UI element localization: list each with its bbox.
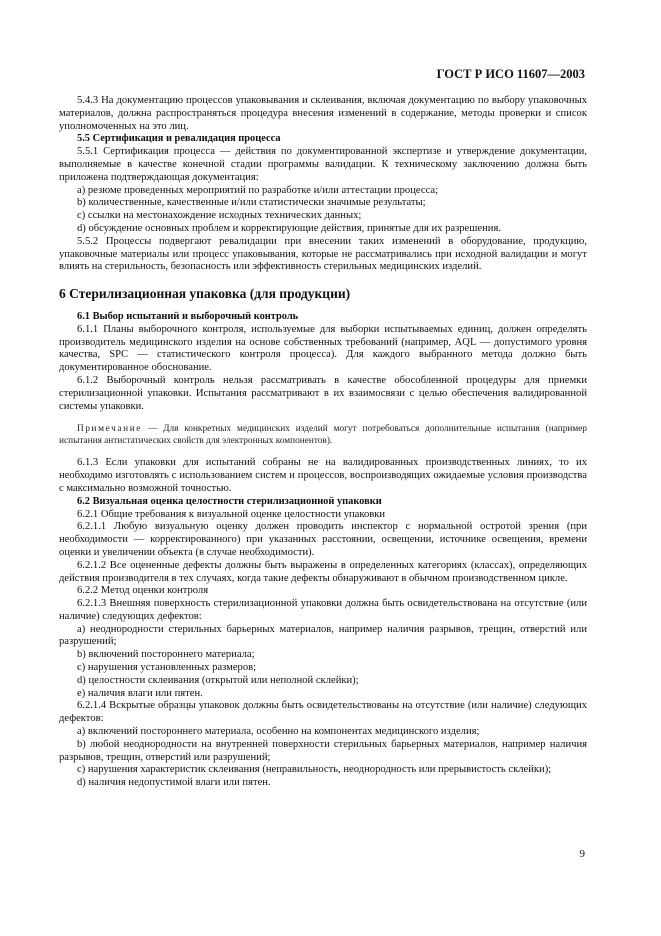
list-item: a) неоднородности стерильных барьерных материалов, например наличия разрывов, трещин, отверстий или разрушений; bbox=[59, 623, 587, 648]
paragraph: 5.4.3 На документацию процессов упаковывания и склеивания, включая документацию по выбору упаковочных материалов, должна распространяться процедура внесения изменений в содержание, методы проверки и список уполномоченных на это лиц. bbox=[59, 95, 587, 132]
list-item: c) нарушения характеристик склеивания (неправильность, неоднородность или прерывистость склейки); bbox=[77, 764, 552, 776]
document-header: ГОСТ Р ИСО 11607—2003 bbox=[436, 67, 585, 81]
note-text: — Для конкретных медицинских изделий могут потребоваться дополнительные испытания (например испытания антистатических свойств для электронных компонентов). bbox=[59, 424, 587, 447]
list-item: d) целостности склеивания (открытой или неполной склейки); bbox=[77, 674, 359, 686]
paragraph: 5.5.2 Процессы подвергают ревалидации при внесении таких изменений в оборудование, продукцию, упаковочные материалы или процесс упаковывания, которые не рассматривались при исходной валидации и могут влиять на стерильность, безопасность или эффективность стерильных медицинских изделий. bbox=[59, 235, 587, 273]
list-item: a) резюме проведенных мероприятий по разработке и/или аттестации процесса; bbox=[77, 184, 439, 196]
list-item: a) включений постороннего материала, особенно на компонентах медицинского изделия; bbox=[77, 726, 480, 738]
note-label: Примечание bbox=[77, 424, 142, 435]
paragraph: 6.1.1 Планы выборочного контроля, используемые для выборки испытываемых единиц, должен определять производитель медицинского изделия на основе собственных требований (например, AQL — допустимого уровня качества, SPC — статистического контроля процесса). Для каждого выбранного метода должно быть документированное обоснование. bbox=[59, 323, 587, 374]
list-item: c) ссылки на местонахождение исходных технических данных; bbox=[77, 210, 362, 222]
document-body bbox=[59, 95, 587, 790]
list-item: c) нарушения установленных размеров; bbox=[77, 662, 257, 674]
subsection-heading: 5.5 Сертификация и ревалидация процесса bbox=[77, 133, 281, 145]
paragraph: 6.2.1.4 Вскрытые образцы упаковок должны быть освидетельствованы на отсутствие (или наличие) следующих дефектов: bbox=[59, 700, 587, 725]
paragraph: 6.1.3 Если упаковки для испытаний собраны не на валидированных производственных линиях, то их необходимо изготовлять с использованием систем и процессов, воспроизводящих ожидаемые условия производства с максимально возможной точностью. bbox=[59, 457, 587, 494]
note-paragraph bbox=[59, 423, 587, 447]
list-item: b) количественные, качественные и/или статистически значимые результаты; bbox=[77, 197, 426, 209]
paragraph: 6.1.2 Выборочный контроль нельзя рассматривать в качестве обособленной процедуры для приемки стерилизационной упаковки. Испытания рассматривают в их взаимосвязи с целью обеспечения валидированной системы упаковки. bbox=[59, 374, 587, 412]
paragraph: 6.2.2 Метод оценки контроля bbox=[77, 585, 209, 597]
list-item: d) обсуждение основных проблем и корректирующие действия, принятые для их разрешения. bbox=[77, 222, 501, 234]
paragraph: 6.2.1 Общие требования к визуальной оценке целостности упаковки bbox=[77, 508, 386, 520]
paragraph: 5.5.1 Сертификация процесса — действия по документированной экспертизе и утверждение документации, выполняемые в качестве конечной стадии программы валидации. К техническому заключению должна быть приложена подтверждающая документация: bbox=[59, 146, 587, 183]
list-item: e) наличия влаги или пятен. bbox=[77, 687, 203, 699]
subsection-heading: 6.1 Выбор испытаний и выборочный контроль bbox=[77, 310, 299, 322]
list-item: b) любой неоднородности на внутренней поверхности стерильных барьерных материалов, например наличия разрывов, трещин, отверстий или разрушений; bbox=[59, 738, 587, 763]
list-item: b) включений постороннего материала; bbox=[77, 649, 255, 661]
subsection-heading: 6.2 Визуальная оценка целостности стерилизационной упаковки bbox=[77, 495, 382, 507]
section-heading: 6 Стерилизационная упаковка (для продукции) bbox=[59, 286, 351, 302]
paragraph: 6.2.1.3 Внешняя поверхность стерилизационной упаковки должна быть освидетельствована на отсутствие (или наличие) следующих дефектов: bbox=[59, 598, 587, 622]
page-number: 9 bbox=[579, 848, 585, 860]
paragraph: 6.2.1.2 Все оцененные дефекты должны быть выражены в определенных категориях (классах), определяющих действия производителя в тех случаях, когда такие дефекты обнаруживают в обычном производственном цикле. bbox=[59, 559, 587, 584]
list-item: d) наличия недопустимой влаги или пятен. bbox=[77, 777, 271, 789]
paragraph: 6.2.1.1 Любую визуальную оценку должен проводить инспектор с нормальной остротой зрения (при необходимости — корректированного) при указанных расстоянии, освещении, источнике освещения, времени оценки и увеличении объекта (в случае необходимости). bbox=[59, 521, 587, 558]
